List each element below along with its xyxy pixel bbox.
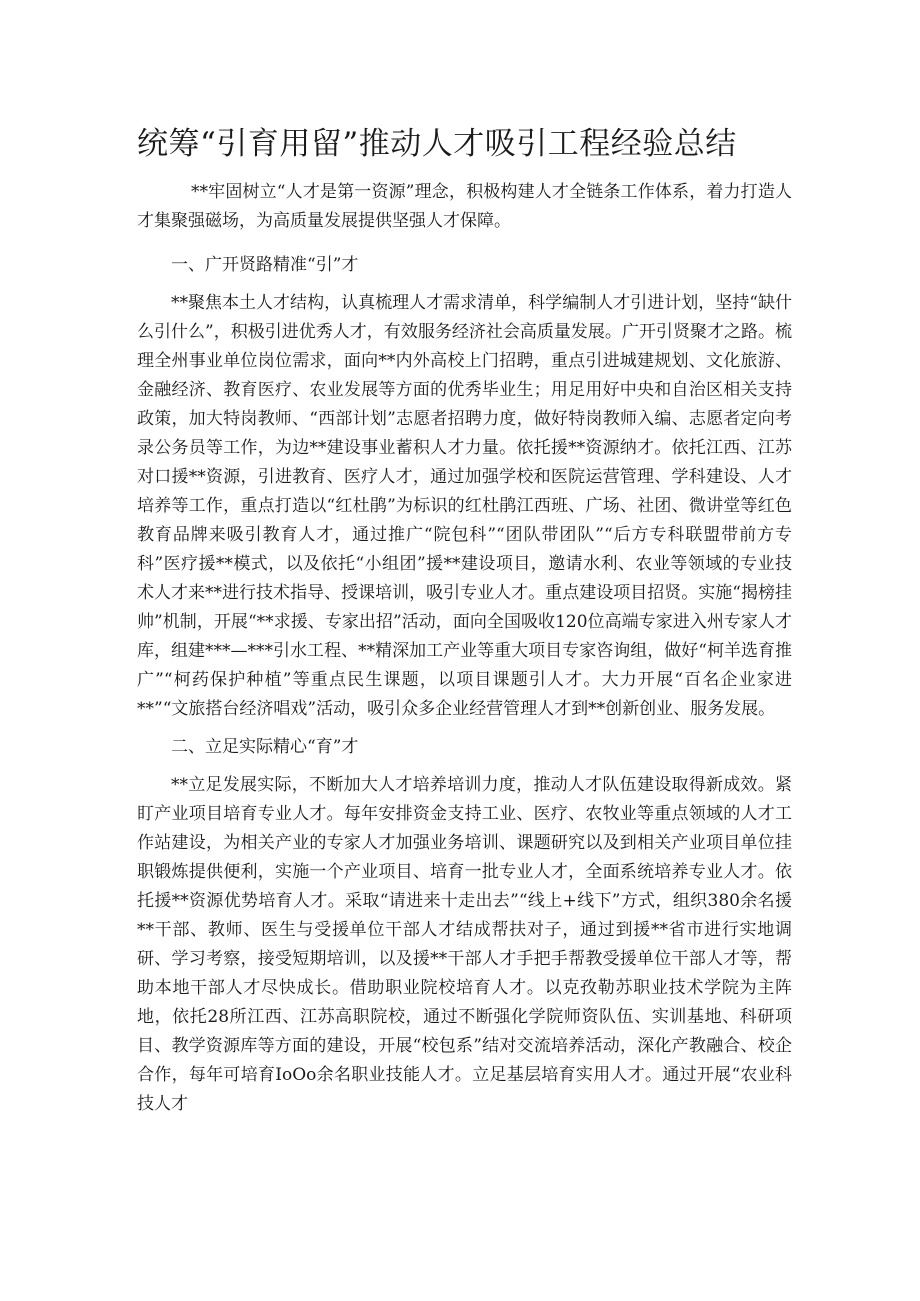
document-body bbox=[137, 178, 792, 1119]
section-heading-cultivate: 二、立足实际精心“育”才 bbox=[171, 737, 359, 757]
document-title: 统筹“引育用留”推动人才吸引工程经验总结 bbox=[137, 126, 737, 162]
intro-paragraph: **牢固树立“人才是第一资源”理念，积极构建人才全链条工作体系，着力打造人才集聚强磁场，为高质量发展提供坚强人才保障。 bbox=[137, 182, 792, 231]
section-body-recruit: **聚焦本土人才结构，认真梳理人才需求清单，科学编制人才引进计划，坚持“缺什么引什么”，积极引进优秀人才，有效服务经济社会高质量发展。广开引贤聚才之路。梳理全州事业单位岗位需求，面向**内外高校上门招聘，重点引进城建规划、文化旅游、金融经济、教育医疗、农业发展等方面的优秀毕业生；用足用好中央和自治区相关支持政策，加大特岗教师、“西部计划”志愿者招聘力度，做好特岗教师入编、志愿者定向考录公务员等工作，为边**建设事业蓄积人才力量。依托援**资源纳才。依托江西、江苏对口援**资源，引进教育、医疗人才，通过加强学校和医院运营管理、学科建设、人才培养等工作，重点打造以“红杜鹃”为标识的红杜鹃江西班、广场、社团、微讲堂等红色教育品牌来吸引教育人才，通过推广“院包科”“团队带团队”“后方专科联盟带前方专科”医疗援**模式，以及依托“小组团”援**建设项目，邀请水利、农业等领域的专业技术人才来**进行技术指导、授课培训，吸引专业人才。重点建设项目招贤。实施“揭榜挂帅”机制，开展“**求援、专家出招”活动，面向全国吸收120位高端专家进入州专家人才库，组建***—***引水工程、**精深加工产业等重大项目专家咨询组，做好“柯羊选育推广”“柯药保护种植”等重点民生课题，以项目课题引人才。大力开展“百名企业家进**”“文旅搭台经济唱戏”活动，吸引众多企业经营管理人才到**创新创业、服务发展。 bbox=[137, 293, 792, 719]
section-body-cultivate: **立足发展实际，不断加大人才培养培训力度，推动人才队伍建设取得新成效。紧盯产业项目培育专业人才。每年安排资金支持工业、医疗、农牧业等重点领域的人才工作站建设，为相关产业的专家人才加强业务培训、课题研究以及到相关产业项目单位挂职锻炼提供便利，实施一个产业项目、培育一批专业人才，全面系统培养专业人才。依托援**资源优势培育人才。采取“请进来十走出去”“线上+线下”方式，组织380余名援**干部、教师、医生与受援单位干部人才结成帮扶对子，通过到援**省市进行实地调研、学习考察，接受短期培训，以及援**干部人才手把手帮教受援单位干部人才等，帮助本地干部人才尽快成长。借助职业院校培育人才。以克孜勒苏职业技术学院为主阵地，依托28所江西、江苏高职院校，通过不断强化学院师资队伍、实训基地、科研项目、教学资源库等方面的建设，开展“校包系”结对交流培养活动，深化产教融合、校企合作，每年可培育IoOo余名职业技能人才。立足基层培育实用人才。通过开展“农业科技人才 bbox=[137, 775, 792, 1114]
section-heading-recruit: 一、广开贤路精准“引”才 bbox=[171, 255, 359, 275]
